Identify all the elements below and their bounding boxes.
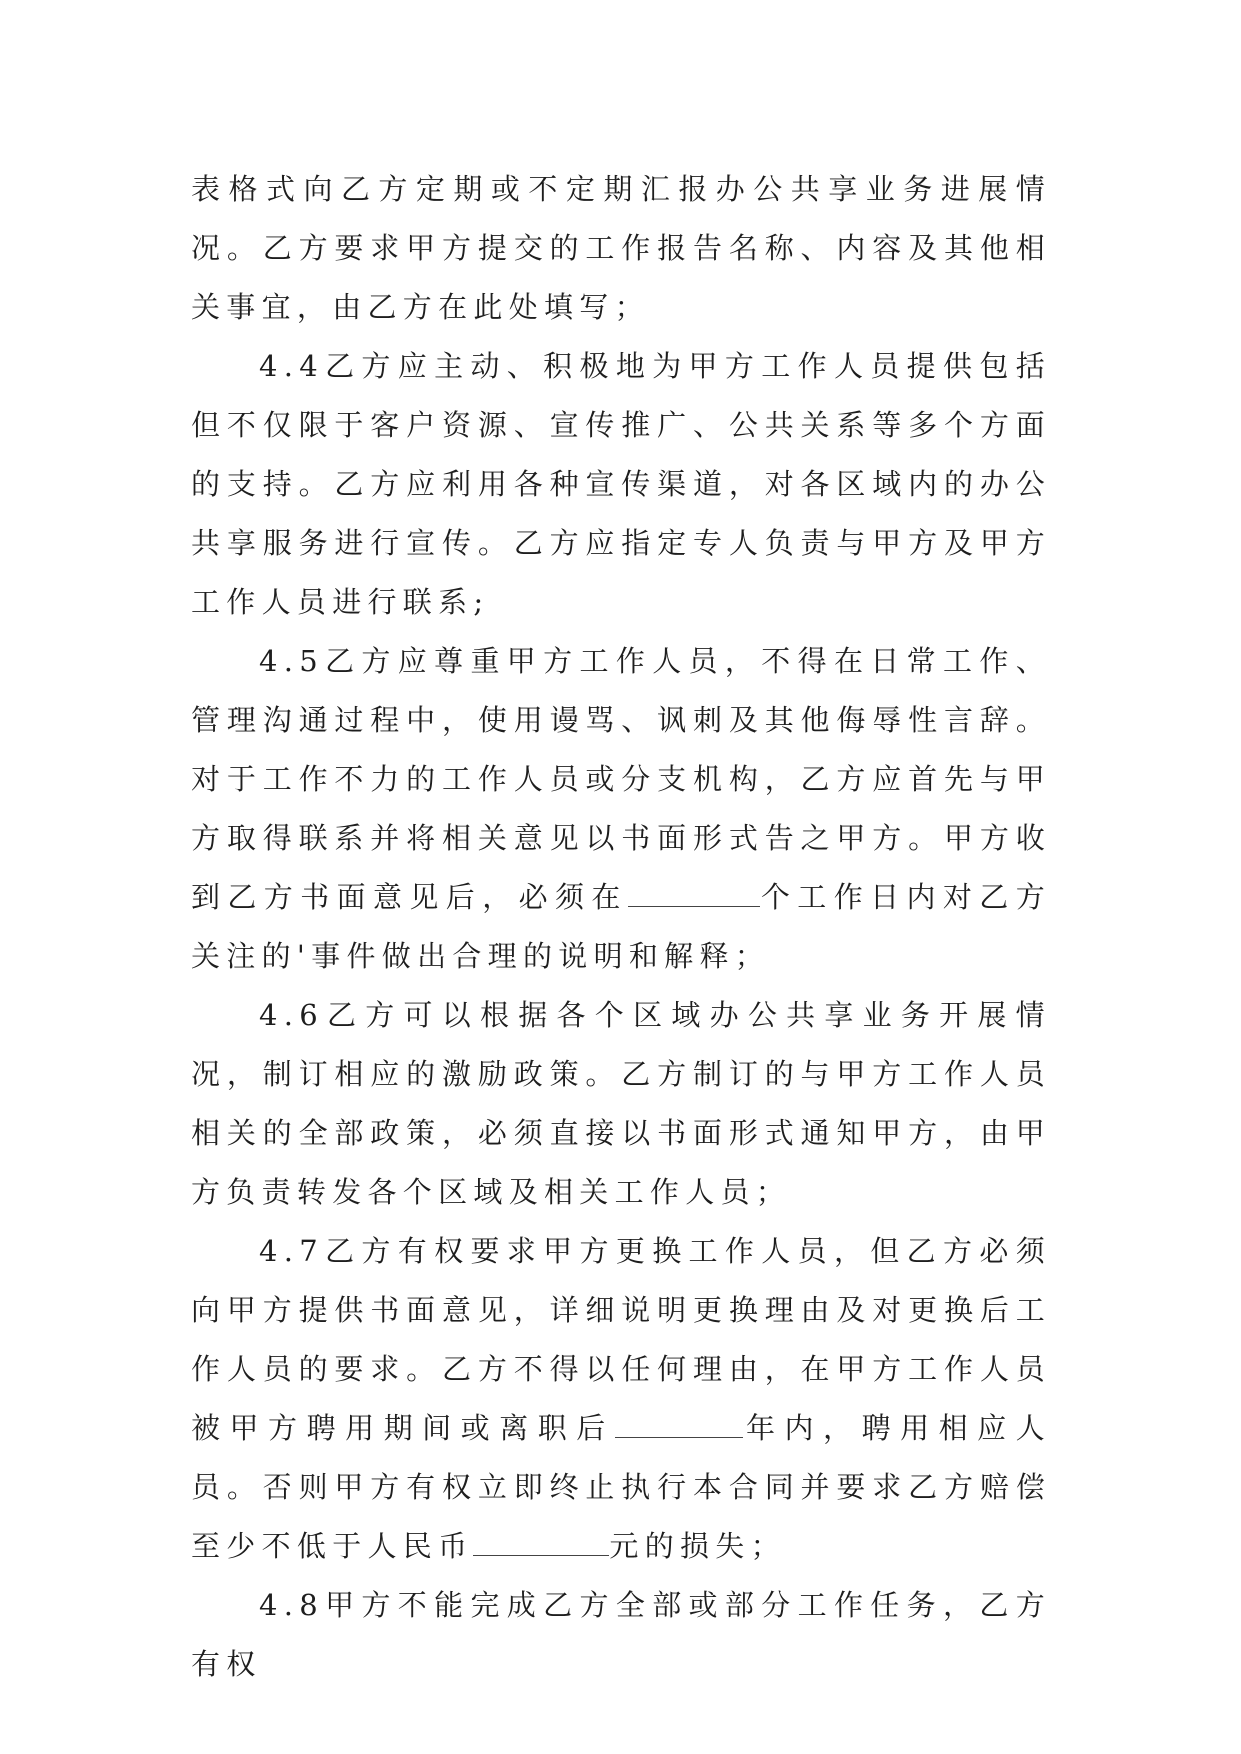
fill-in-blank-amount [473,1533,609,1556]
clause-4-6 [191,986,1051,1222]
clause-text-end: 元的损失； [609,1529,786,1563]
document-body [191,160,1051,1694]
paragraph-text: 表格式向乙方定期或不定期汇报办公共享业务进展情况。乙方要求甲方提交的工作报告名称、内容及其他相关事宜，由乙方在此处填写； [191,172,1051,324]
paragraph-reporting [191,160,1051,337]
clause-4-7 [191,1222,1051,1576]
fill-in-blank-working-days [628,884,760,907]
clause-text: 4.5乙方应尊重甲方工作人员，不得在日常工作、管理沟通过程中，使用谩骂、讽刺及其他侮辱性言辞。对于工作不力的工作人员或分支机构，乙方应首先与甲方取得联系并将相关意见以书面形式告之甲方。甲方收到乙方书面意见后，必须在 [191,644,1051,914]
clause-text-continued: 个工作日内对乙方关注的'事件做出合理的说明和解释； [191,880,1051,973]
clause-text: 4.8甲方不能完成乙方全部或部分工作任务，乙方有权 [191,1588,1051,1681]
fill-in-blank-years [615,1415,743,1438]
clause-text: 4.6乙方可以根据各个区域办公共享业务开展情况，制订相应的激励政策。乙方制订的与甲方工作人员相关的全部政策，必须直接以书面形式通知甲方，由甲方负责转发各个区域及相关工作人员； [191,998,1051,1209]
clause-text-continued: 年内，聘用相应人员。否则甲方有权立即终止执行本合同并要求乙方赔偿至少不低于人民币 [191,1411,1051,1563]
clause-4-8 [191,1576,1051,1694]
clause-text: 4.7乙方有权要求甲方更换工作人员，但乙方必须向甲方提供书面意见，详细说明更换理由及对更换后工作人员的要求。乙方不得以任何理由，在甲方工作人员被甲方聘用期间或离职后 [191,1234,1051,1445]
clause-text: 4.4乙方应主动、积极地为甲方工作人员提供包括但不仅限于客户资源、宣传推广、公共关系等多个方面的支持。乙方应利用各种宣传渠道，对各区域内的办公共享服务进行宣传。乙方应指定专人负责与甲方及甲方工作人员进行联系; [191,349,1051,619]
clause-4-5 [191,632,1051,986]
clause-4-4 [191,337,1051,632]
